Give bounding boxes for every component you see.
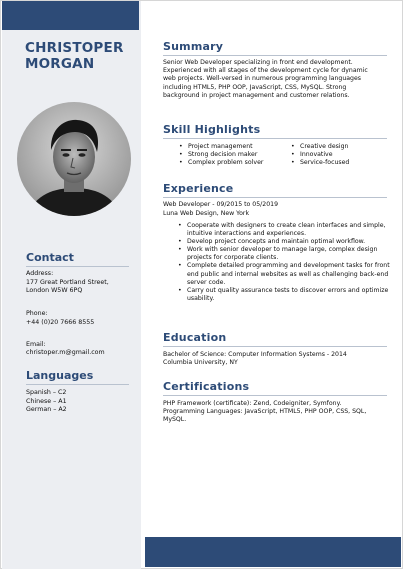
summary-text [163,59,391,100]
skill-item: • Service-focused [291,159,350,166]
skills-heading: Skill Highlights [163,123,261,136]
skill-label: Complex problem solver [188,159,264,166]
contact-heading: Contact [26,251,74,264]
language-item: Spanish – C2 [26,389,67,396]
address-label: Address: [26,270,54,277]
certifications-text [163,400,391,425]
summary-line: web projects. Well-versed in numerous programming languages [163,75,361,83]
candidate-name [25,41,140,72]
profile-photo [17,102,131,216]
education-heading: Education [163,331,227,344]
skill-label: Creative design [300,143,349,150]
job-duties [178,222,393,303]
profile-photo-image [17,102,131,216]
languages-heading: Languages [26,369,94,382]
certifications-divider [163,395,387,396]
email-value[interactable]: christoper.m@gmail.com [26,349,105,356]
skill-label: Strong decision maker [188,151,258,158]
certifications-heading: Certifications [163,380,250,393]
certification-line: Programming Languages: JavaScript, HTML5, PHP OOP, CSS, SQL, [163,408,367,416]
email-label: Email: [26,341,46,348]
phone-value: +44 (0)20 7666 8555 [26,319,95,326]
experience-divider [163,197,387,198]
sidebar-top-bar [2,1,139,30]
first-name: CHRISTOPER [25,40,124,56]
job-duty: • Develop project concepts and maintain optimal workflow. [178,238,393,246]
job-duty: • Work with senior developer to manage large, complex design projects for corporate clients. [178,246,393,262]
skill-label: Innovative [300,151,333,158]
certification-line: PHP Framework (certificate): Zend, Codeigniter, Symfony. [163,400,342,407]
skill-item: • Creative design [291,143,349,150]
job-company: Luna Web Design, New York [163,210,250,217]
experience-heading: Experience [163,182,234,195]
summary-line: including HTML5, PHP OOP, JavaScript, CSS, MySQL. Strong [163,83,347,91]
summary-line: Senior Web Developer specializing in front end development. [163,59,353,66]
summary-line: Experienced with all stages of the development cycle for dynamic [163,67,368,75]
certification-line: MySQL. [163,416,187,424]
job-duty: • Carry out quality assurance tests to discover errors and optimize usability. [178,287,393,303]
skills-divider [163,138,387,139]
address-line-1: 177 Great Portland Street, [26,279,109,286]
skill-item: • Complex problem solver [179,159,264,166]
skill-item: • Project management [179,143,253,150]
languages-divider [26,384,129,385]
skill-item: • Innovative [291,151,333,158]
job-duty: • Complete detailed programming and development tasks for front end public and internal websites as well as challenging back-end server code. [178,262,393,286]
summary-divider [163,55,387,56]
skill-item: • Strong decision maker [179,151,258,158]
contact-divider [26,266,129,267]
summary-line: background in project management and customer relations. [163,91,350,99]
footer-bar [145,537,401,567]
job-title: Web Developer - 09/2015 to 05/2019 [163,201,278,208]
summary-heading: Summary [163,40,224,53]
education-degree: Bachelor of Science: Computer Information Systems - 2014 [163,351,347,358]
job-duty: • Cooperate with designers to create clean interfaces and simple, intuitive interactions and experiences. [178,222,393,238]
last-name: MORGAN [25,55,95,72]
skill-label: Service-focused [300,159,350,166]
language-item: Chinese – A1 [26,398,67,405]
language-item: German – A2 [26,406,67,413]
education-divider [163,346,387,347]
address-line-2: London W5W 6PQ [26,287,83,294]
skill-label: Project management [188,143,253,150]
phone-label: Phone: [26,310,48,317]
education-school: Columbia University, NY [163,359,238,366]
